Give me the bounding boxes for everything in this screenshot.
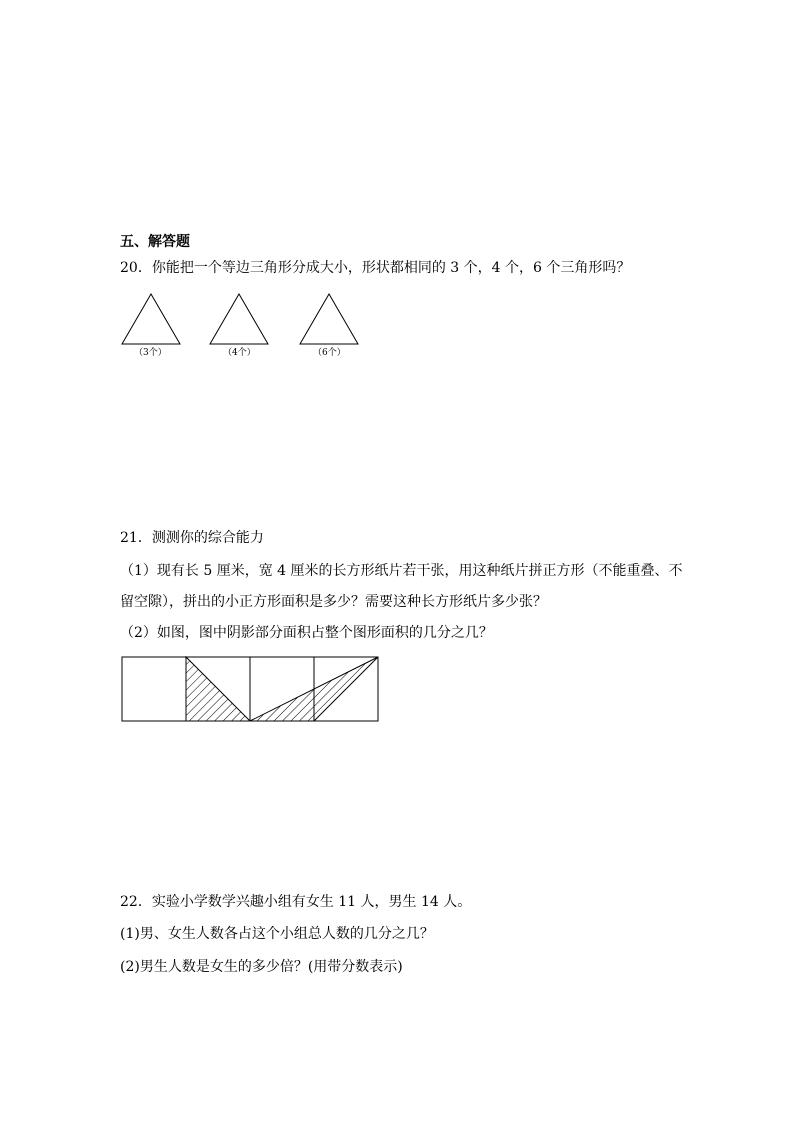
- triangle-6-label: （6个）: [313, 348, 346, 358]
- question-21-title: 21．测测你的综合能力: [120, 530, 264, 546]
- question-22-title: 22．实验小学数学兴趣小组有女生 11 人，男生 14 人。: [120, 894, 472, 910]
- shaded-squares-figure: [120, 654, 382, 724]
- triangle-4-figure: [206, 290, 276, 350]
- triangle-3-label: （3个）: [134, 348, 167, 358]
- triangle-4-label: （4个）: [223, 348, 256, 358]
- question-21-part1-line1: （1）现有长 5 厘米，宽 4 厘米的长方形纸片若干张，用这种纸片拼正方形（不能重叠、不: [120, 563, 683, 579]
- question-22-part1: (1)男、女生人数各占这个小组总人数的几分之几？: [120, 926, 434, 942]
- question-22-part2: (2)男生人数是女生的多少倍？(用带分数表示): [120, 959, 403, 975]
- question-20-text: 20．你能把一个等边三角形分成大小，形状都相同的 3 个，4 个，6 个三角形吗？: [120, 260, 631, 276]
- section-heading: 五、解答题: [120, 234, 190, 250]
- question-21-part1-line2: 留空隙），拼出的小正方形面积是多少？需要这种长方形纸片多少张？: [120, 594, 547, 610]
- triangle-6-figure: [296, 290, 366, 350]
- shaded-triangle-left: [186, 657, 250, 721]
- triangle-3-figure: [118, 290, 188, 350]
- question-21-part2: （2）如图，图中阴影部分面积占整个图形面积的几分之几？: [120, 625, 493, 641]
